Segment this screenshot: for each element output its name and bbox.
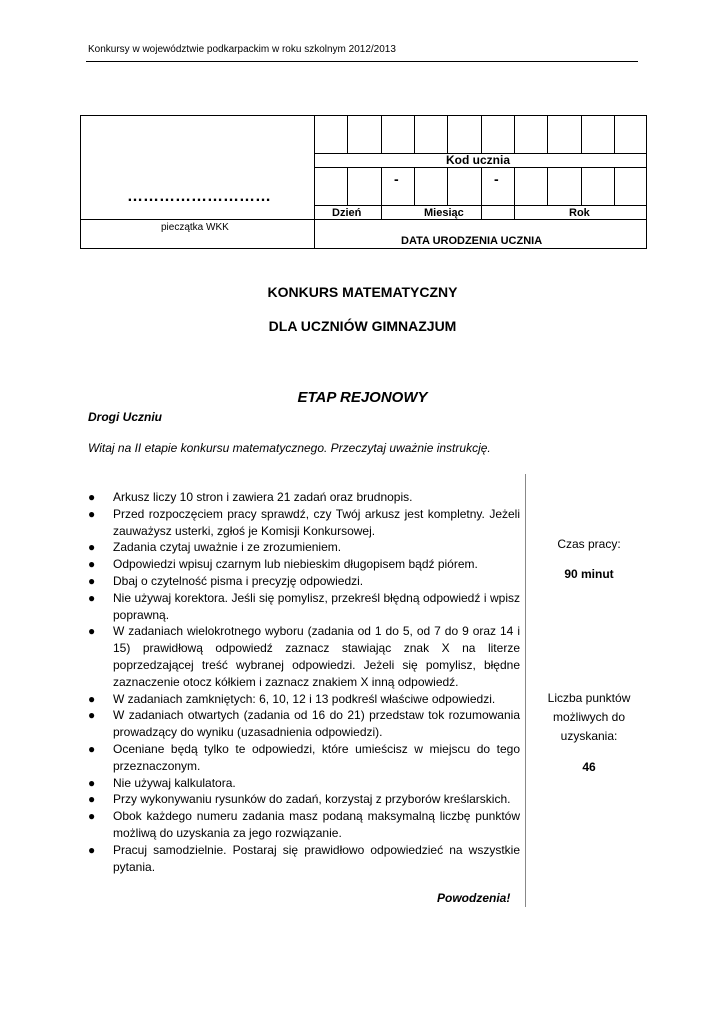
instruction-item <box>88 539 520 556</box>
grid-line <box>447 116 448 153</box>
stamp-label: pieczątka WKK <box>161 222 229 233</box>
grid-line <box>481 116 482 153</box>
time-label: Czas pracy: <box>557 537 621 551</box>
instruction-text: Odpowiedzi wpisuj czarnym lub niebieskim długopisem bądź piórem. <box>113 557 478 572</box>
instruction-item <box>88 741 520 775</box>
instruction-text: Zadania czytaj uważnie i ze zrozumieniem. <box>113 540 342 555</box>
instruction-item <box>88 707 520 741</box>
month-label: Miesiąc <box>424 207 464 219</box>
instruction-text: W zadaniach otwartych (zadania od 16 do 21) przedstaw tok rozumowania prowadzący do wyniku (uzasadnienia odpowiedzi). <box>113 708 520 740</box>
instruction-item <box>88 489 520 506</box>
bullet-icon: ● <box>88 506 96 521</box>
header-divider <box>86 61 638 62</box>
instruction-item <box>88 842 520 876</box>
grid-line <box>347 116 348 153</box>
instruction-text: Nie używaj korektora. Jeśli się pomylisz, przekreśl błędną odpowiedź i wpisz poprawną. <box>113 590 520 622</box>
grid-line <box>514 167 515 219</box>
instruction-item <box>88 808 520 842</box>
grid-line <box>414 116 415 153</box>
date-dash: - <box>494 171 499 187</box>
birth-date-label: DATA URODZENIA UCZNIA <box>401 235 543 247</box>
instruction-text: Oceniane będą tylko te odpowiedzi, które umieścisz w miejscu do tego przeznaczonym. <box>113 741 520 773</box>
stamp-placeholder: ……………………… <box>127 188 271 205</box>
bullet-icon: ● <box>88 775 96 790</box>
points-value: 46 <box>582 760 596 774</box>
grid-line <box>547 167 548 205</box>
contest-title: KONKURS MATEMATYCZNY <box>267 284 458 300</box>
grid-line <box>514 116 515 153</box>
instruction-text: Dbaj o czytelność pisma i precyzję odpowiedzi. <box>113 573 364 588</box>
instruction-item <box>88 556 520 573</box>
instruction-item <box>88 623 520 690</box>
grid-line <box>81 219 647 220</box>
audience-title: DLA UCZNIÓW GIMNAZJUM <box>268 318 457 334</box>
bullet-icon: ● <box>88 792 96 807</box>
greeting: Drogi Uczniu <box>88 410 162 424</box>
instruction-text: Arkusz liczy 10 stron i zawiera 21 zadań oraz brudnopis. <box>113 490 413 504</box>
bullet-icon: ● <box>88 573 96 588</box>
grid-line <box>547 116 548 153</box>
grid-line <box>447 167 448 205</box>
instruction-item <box>88 791 520 808</box>
stage-title: ETAP REJONOWY <box>297 389 428 406</box>
instruction-text: Pracuj samodzielnie. Postaraj się prawidłowo odpowiedzieć na wszystkie pytania. <box>113 842 520 874</box>
instruction-text: W zadaniach zamkniętych: 6, 10, 12 i 13 podkreśl właściwe odpowiedzi. <box>113 691 496 706</box>
instruction-text: Przy wykonywaniu rysunków do zadań, korzystaj z przyborów kreślarskich. <box>113 792 511 807</box>
day-label: Dzień <box>332 207 362 219</box>
intro-text: Witaj na II etapie konkursu matematycznego. Przeczytaj uważnie instrukcję. <box>88 441 491 455</box>
grid-line <box>481 167 482 219</box>
year-label: Rok <box>569 207 590 219</box>
instruction-item <box>88 775 520 792</box>
instruction-text: W zadaniach wielokrotnego wyboru (zadania od 1 do 5, od 7 do 9 oraz 14 i 15) prawidłową odpowiedź zaznacz stawiając znak X na literze poprzedzającej treść wybranej odpowiedzi. Jeżeli się pomylisz, błędne zaznaczenie otocz kółkiem i zaznacz znakiem X inną odpowiedź. <box>113 624 520 689</box>
grid-line <box>381 167 382 219</box>
closing-text: Powodzenia! <box>437 891 511 905</box>
date-dash: - <box>394 171 399 187</box>
column-divider <box>525 474 526 907</box>
bullet-icon: ● <box>88 490 96 504</box>
grid-line <box>581 167 582 205</box>
bullet-icon: ● <box>88 842 96 857</box>
bullet-icon: ● <box>88 809 96 824</box>
instruction-text: Przed rozpoczęciem pracy sprawdź, czy Twój arkusz jest kompletny. Jeżeli zauważysz usterki, zgłoś je Komisji Konkursowej. <box>113 506 520 538</box>
grid-line <box>414 167 415 205</box>
instruction-item <box>88 590 520 624</box>
bullet-icon: ● <box>88 557 96 572</box>
bullet-icon: ● <box>88 691 96 706</box>
time-value: 90 minut <box>564 567 614 581</box>
page-header-text: Konkursy w województwie podkarpackim w roku szkolnym 2012/2013 <box>88 44 396 55</box>
grid-line <box>347 167 348 205</box>
bullet-icon: ● <box>88 624 96 639</box>
points-label-line: uzyskania: <box>560 729 618 743</box>
points-label-line: Liczba punktów <box>547 691 631 705</box>
grid-line <box>614 167 615 205</box>
instruction-item <box>88 573 520 590</box>
instruction-item <box>88 691 520 708</box>
bullet-icon: ● <box>88 741 96 756</box>
bullet-icon: ● <box>88 590 96 605</box>
grid-line <box>614 116 615 153</box>
points-label-line: możliwych do <box>552 710 626 724</box>
grid-line <box>381 116 382 153</box>
student-id-form <box>80 115 647 249</box>
grid-line <box>581 116 582 153</box>
instruction-text: Obok każdego numeru zadania masz podaną maksymalną liczbę punktów możliwą do uzyskania za jego rozwiązanie. <box>113 809 520 840</box>
instructions-list <box>88 489 520 875</box>
instruction-text: Nie używaj kalkulatora. <box>113 775 236 790</box>
form-divider <box>314 116 315 248</box>
student-code-label: Kod ucznia <box>446 153 511 167</box>
instruction-item <box>88 506 520 540</box>
bullet-icon: ● <box>88 708 96 723</box>
bullet-icon: ● <box>88 540 96 555</box>
